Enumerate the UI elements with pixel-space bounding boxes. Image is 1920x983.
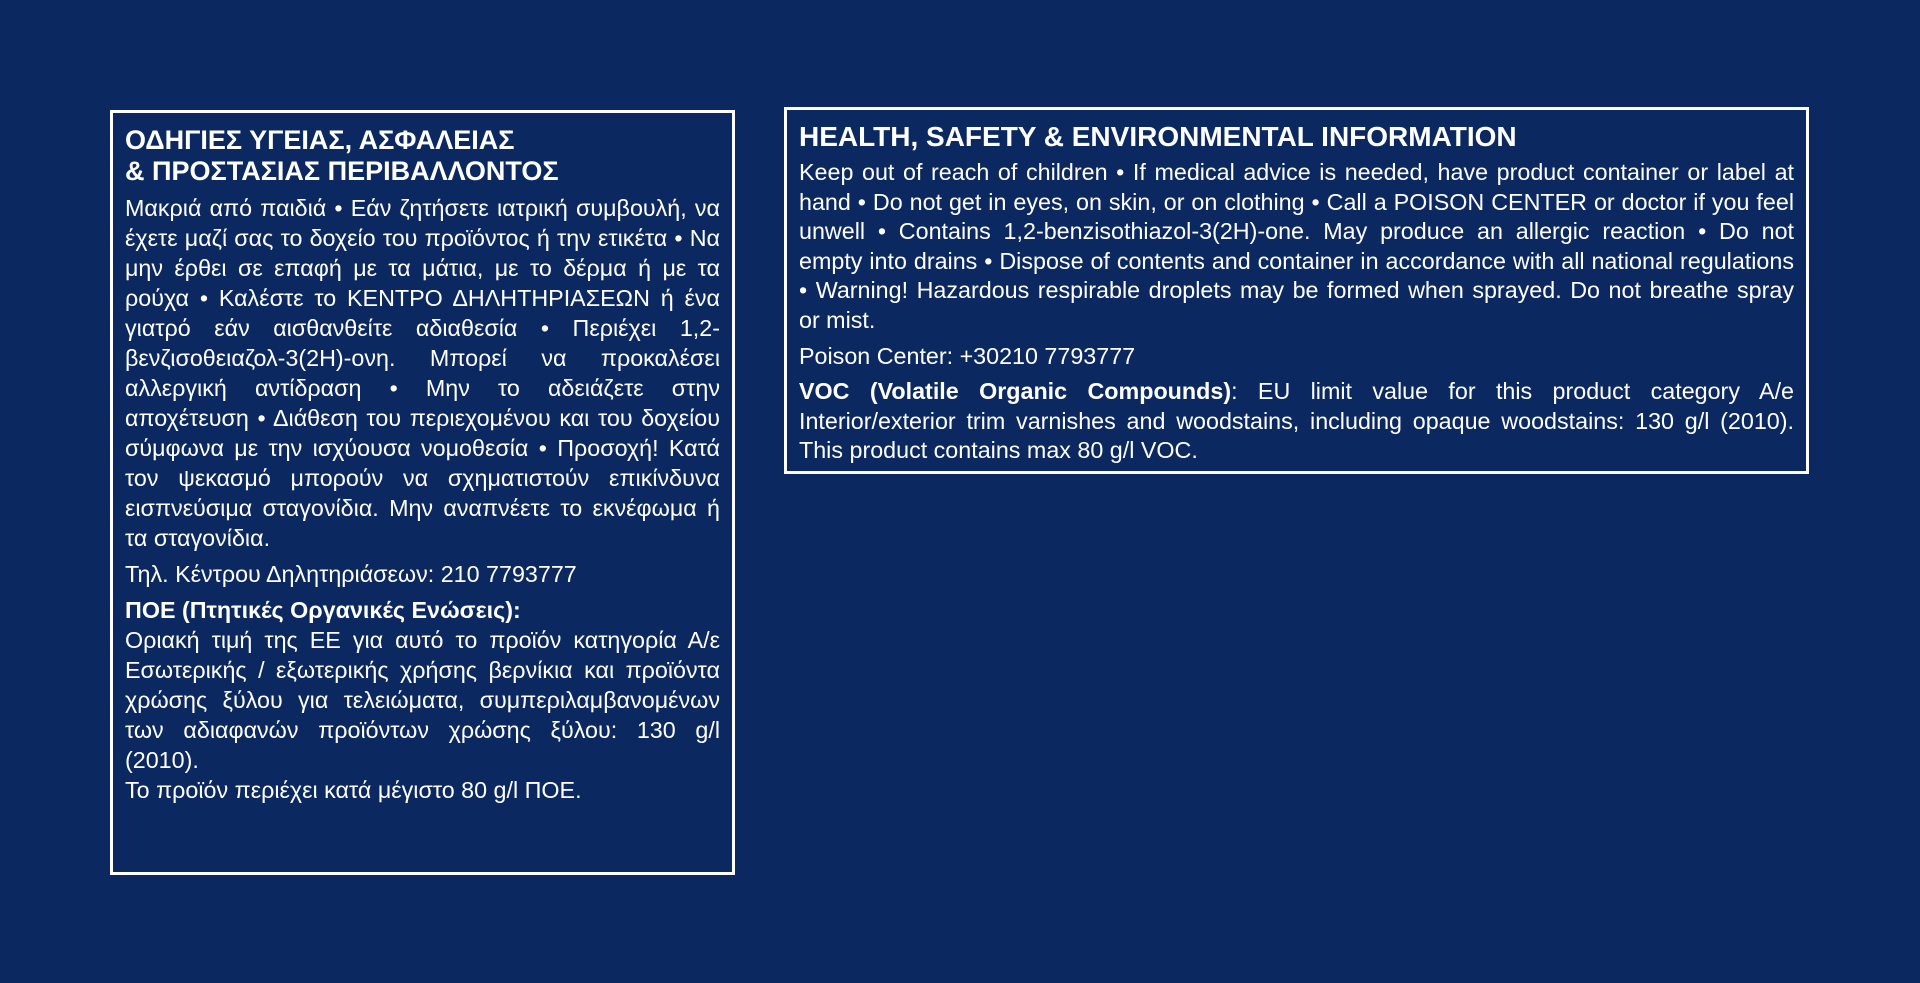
greek-title-line-2: & ΠΡΟΣΤΑΣΙΑΣ ΠΕΡΙΒΑΛΛΟΝΤΟΣ <box>125 156 559 186</box>
english-voc-text: : EU limit value for this product category A/e Interior/exterior trim varnishes and woodstains, including opaque woodstains: 130 g/l (2010). This product contains max 80 g/l VOC. <box>799 378 1794 463</box>
greek-voc-text: Οριακή τιμή της ΕΕ για αυτό το προϊόν κατηγορία Α/ε Εσωτερικής / εξωτερικής χρήσης βερνίκια και προϊόντα χρώσης ξύλου για τελειώματα, συμπεριλαμβανομένων των αδιαφανών προϊόντων χρώσης ξύλου: 130 g/l (2010). <box>125 627 720 773</box>
english-voc-block <box>799 377 1794 466</box>
greek-voc-title: ΠΟΕ (Πτητικές Οργανικές Ενώσεις): <box>125 597 521 623</box>
english-poison-center: Poison Center: +30210 7793777 <box>799 343 1136 369</box>
english-panel-title: HEALTH, SAFETY & ENVIRONMENTAL INFORMATION <box>799 121 1517 152</box>
greek-title-line-1: ΟΔΗΓΙΕΣ ΥΓΕΙΑΣ, ΑΣΦΑΛΕΙΑΣ <box>125 125 515 155</box>
english-voc-title: VOC (Volatile Organic Compounds) <box>799 378 1232 404</box>
greek-voc-block <box>125 595 720 775</box>
greek-poison-center: Τηλ. Κέντρου Δηλητηριάσεων: 210 7793777 <box>125 561 577 587</box>
english-warnings-text: Keep out of reach of children • If medical advice is needed, have product container or label at hand • Do not get in eyes, on skin, or on clothing • Call a POISON CENTER or doctor if you feel unwell • Contains 1,2-benzisothiazol-3(2H)-one. May produce an allergic reaction • Do not empty into drains • Dispose of contents and container in accordance with all national regulations • Warning! Hazardous respirable droplets may be formed when sprayed. Do not breathe spray or mist. <box>799 159 1794 333</box>
greek-panel-title <box>125 125 720 187</box>
greek-voc-max: Το προϊόν περιέχει κατά μέγιστο 80 g/l ΠΟΕ. <box>125 777 582 803</box>
english-safety-panel <box>784 107 1809 474</box>
greek-safety-panel <box>110 110 735 875</box>
greek-warnings-text: Μακριά από παιδιά • Εάν ζητήσετε ιατρική συμβουλή, να έχετε μαζί σας το δοχείο του προϊόντος ή την ετικέτα • Να μην έρθει σε επαφή με τα μάτια, με το δέρμα ή με τα ρούχα • Καλέστε το ΚΕΝΤΡΟ ΔΗΛΗΤΗΡΙΑΣΕΩΝ ή ένα γιατρό εάν αισθανθείτε αδιαθεσία • Περιέχει 1,2-βενζισοθειαζολ-3(2H)-ονη. Μπορεί να προκαλέσει αλλεργική αντίδραση • Μην το αδειάζετε στην αποχέτευση • Διάθεση του περιεχομένου και του δοχείου σύμφωνα με την ισχύουσα νομοθεσία • Προσοχή! Κατά τον ψεκασμό μπορούν να σχηματιστούν επικίνδυνα εισπνεύσιμα σταγονίδια. Μην αναπνέετε το εκνέφωμα ή τα σταγονίδια. <box>125 195 720 551</box>
